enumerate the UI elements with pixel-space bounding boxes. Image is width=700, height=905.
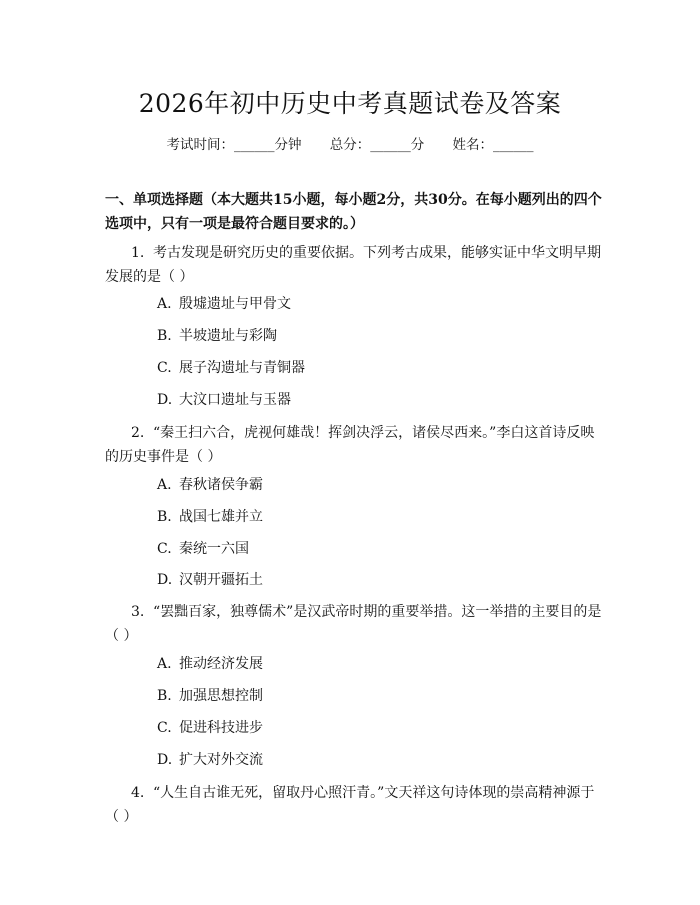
question-number: 4. — [131, 785, 145, 801]
option-letter: C. — [157, 360, 172, 376]
option-letter: C. — [157, 541, 172, 557]
option-letter: B. — [157, 328, 172, 344]
option-letter: C. — [157, 720, 172, 736]
option-text: 展子沟遗址与青铜器 — [179, 360, 305, 376]
option-1c — [157, 358, 305, 378]
option-2a — [157, 475, 263, 495]
question-text: 考古发现是研究历史的重要依据。下列考古成果，能够实证中华文明早期发展的是（ ） — [105, 245, 601, 285]
option-3c — [157, 718, 263, 738]
option-3b — [157, 686, 263, 706]
question-3 — [105, 600, 603, 648]
option-letter: A. — [157, 296, 172, 312]
option-1a — [157, 294, 291, 314]
question-4 — [105, 781, 603, 829]
option-text: 殷墟遗址与甲骨文 — [179, 296, 291, 312]
option-3a — [157, 654, 263, 674]
option-letter: D. — [157, 572, 173, 588]
option-text: 大汶口遗址与玉器 — [179, 392, 291, 408]
question-2 — [105, 421, 603, 469]
option-letter: A. — [157, 477, 172, 493]
question-text: “人生自古谁无死，留取丹心照汗青。”文天祥这句诗体现的崇高精神源于（ ） — [105, 785, 595, 825]
question-number: 2. — [131, 425, 145, 441]
question-number: 1. — [131, 245, 145, 261]
option-text: 半坡遗址与彩陶 — [179, 328, 277, 344]
question-number: 3. — [131, 604, 145, 620]
option-1d — [157, 390, 291, 410]
option-1b — [157, 326, 277, 346]
option-letter: B. — [157, 509, 172, 525]
option-text: 加强思想控制 — [179, 688, 263, 704]
exam-meta — [0, 133, 700, 153]
question-text: “秦王扫六合，虎视何雄哉！挥剑决浮云，诸侯尽西来。”李白这首诗反映的历史事件是（ ） — [105, 425, 595, 465]
option-text: 汉朝开疆拓土 — [179, 572, 263, 588]
section-heading: 一、单项选择题（本大题共15小题，每小题2分，共30分。在每小题列出的四个选项中，只有一项是最符合题目要求的。） — [105, 192, 602, 232]
option-text: 战国七雄并立 — [179, 509, 263, 525]
option-text: 推动经济发展 — [179, 656, 263, 672]
page-title: 2026年初中历史中考真题试卷及答案 — [138, 89, 562, 118]
option-letter: D. — [157, 392, 173, 408]
total-score-field: 总分：______分 — [329, 137, 425, 153]
option-2b — [157, 507, 263, 527]
option-text: 扩大对外交流 — [179, 752, 263, 768]
option-text: 春秋诸侯争霸 — [179, 477, 263, 493]
option-letter: A. — [157, 656, 172, 672]
option-text: 促进科技进步 — [179, 720, 263, 736]
question-text: “罢黜百家，独尊儒术”是汉武帝时期的重要举措。这一举措的主要目的是（ ） — [105, 604, 602, 644]
option-text: 秦统一六国 — [179, 541, 249, 557]
question-1 — [105, 241, 603, 289]
option-3d — [157, 750, 263, 770]
option-2c — [157, 539, 249, 559]
name-field: 姓名：______ — [452, 137, 534, 153]
exam-time-field: 考试时间：______分钟 — [166, 137, 302, 153]
option-letter: B. — [157, 688, 172, 704]
option-2d — [157, 570, 263, 590]
option-letter: D. — [157, 752, 173, 768]
